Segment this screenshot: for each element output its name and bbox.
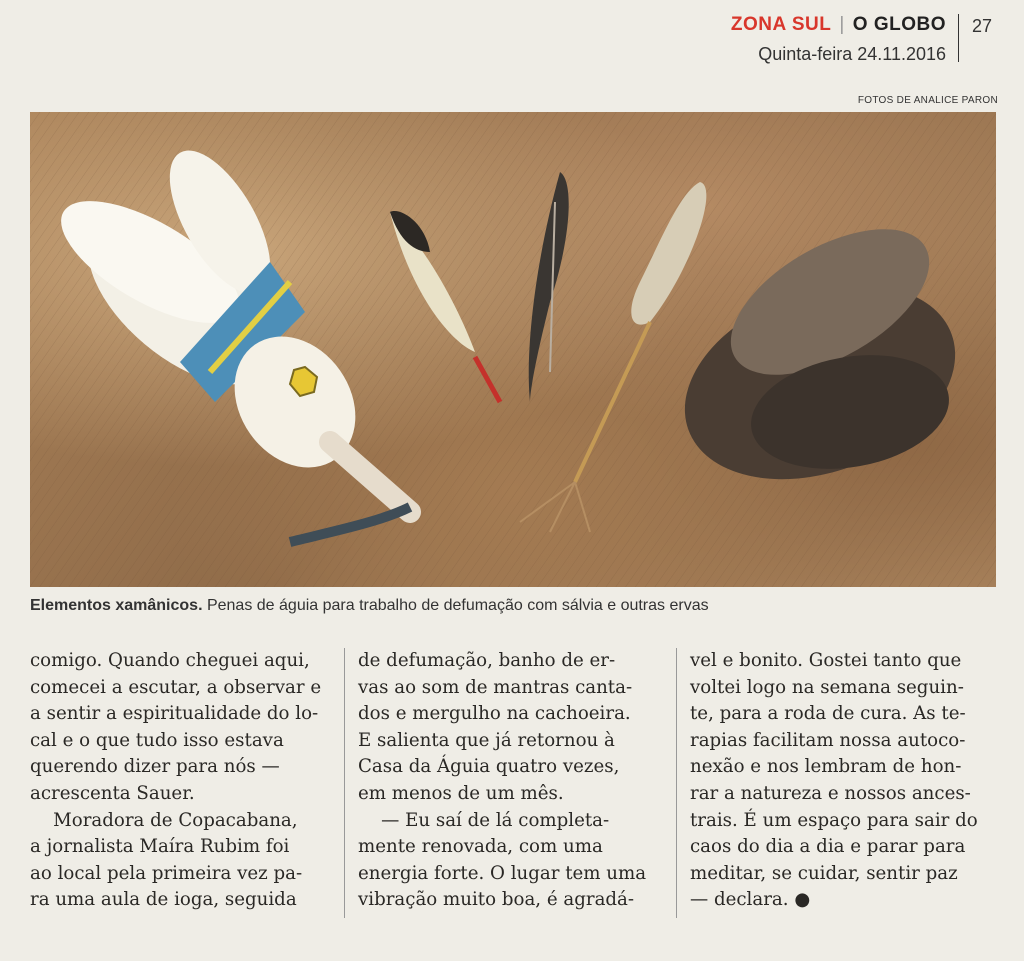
column-line: E salienta que já retornou à bbox=[358, 729, 615, 751]
column-line: a sentir a espiritualidade do lo- bbox=[30, 703, 319, 725]
column-line: rapias facilitam nossa autoco- bbox=[690, 729, 966, 751]
column-line: vas ao som de mantras canta- bbox=[358, 676, 633, 698]
column-divider bbox=[344, 648, 345, 918]
column-line: cal e o que tudo isso estava bbox=[30, 729, 284, 751]
article-column-3 bbox=[690, 648, 995, 914]
column-line: comigo. Quando cheguei aqui, bbox=[30, 650, 310, 671]
section-name: ZONA SUL bbox=[730, 14, 832, 35]
column-divider bbox=[676, 648, 677, 918]
column-line: trais. É um espaço para sair do bbox=[690, 809, 978, 831]
column-line: Moradora de Copacabana, bbox=[30, 809, 298, 831]
column-line: querendo dizer para nós — bbox=[30, 756, 280, 778]
feathers-illustration bbox=[30, 112, 996, 587]
column-line: acrescenta Sauer. bbox=[30, 782, 195, 804]
column-line: — Eu saí de lá completa- bbox=[358, 809, 610, 831]
column-line: Casa da Águia quatro vezes, bbox=[358, 756, 620, 778]
column-line: — declara. ● bbox=[690, 889, 811, 911]
column-line: meditar, se cuidar, sentir paz bbox=[690, 862, 958, 884]
column-line: rar a natureza e nossos ances- bbox=[690, 782, 971, 804]
column-line: nexão e nos lembram de hon- bbox=[690, 756, 962, 778]
column-line: energia forte. O lugar tem uma bbox=[358, 862, 647, 884]
column-line: vibração muito boa, é agradá- bbox=[358, 889, 635, 911]
column-line: comecei a escutar, a observar e bbox=[30, 676, 322, 698]
header-divider bbox=[958, 14, 959, 62]
page-number: 27 bbox=[972, 16, 993, 36]
article-column-1 bbox=[30, 648, 335, 914]
column-line: vel e bonito. Gostei tanto que bbox=[690, 650, 962, 671]
issue-date: Quinta-feira 24.11.2016 bbox=[758, 44, 946, 64]
column-line: mente renovada, com uma bbox=[358, 836, 603, 858]
caption-text: Penas de águia para trabalho de defumação com sálvia e outras ervas bbox=[202, 597, 709, 614]
column-line: a jornalista Maíra Rubim foi bbox=[30, 836, 290, 858]
column-line: de defumação, banho de er- bbox=[358, 650, 616, 671]
column-line: em menos de um mês. bbox=[358, 782, 564, 804]
newspaper-name: O GLOBO bbox=[852, 14, 946, 35]
caption-title: Elementos xamânicos. bbox=[30, 597, 203, 614]
column-line: dos e mergulho na cachoeira. bbox=[358, 703, 631, 725]
column-line: ao local pela primeira vez pa- bbox=[30, 862, 303, 884]
photo-credit: FOTOS DE ANALICE PARON bbox=[857, 95, 998, 106]
column-line: caos do dia a dia e parar para bbox=[690, 836, 966, 858]
column-line: ra uma aula de ioga, seguida bbox=[30, 889, 297, 911]
section-header: ZONA SUL | O GLOBO bbox=[730, 14, 946, 35]
photo-caption bbox=[30, 597, 709, 615]
feathers-photo bbox=[30, 112, 996, 587]
article-column-2 bbox=[358, 648, 663, 914]
column-line: te, para a roda de cura. As te- bbox=[690, 703, 966, 725]
column-line: voltei logo na semana seguin- bbox=[690, 676, 964, 698]
